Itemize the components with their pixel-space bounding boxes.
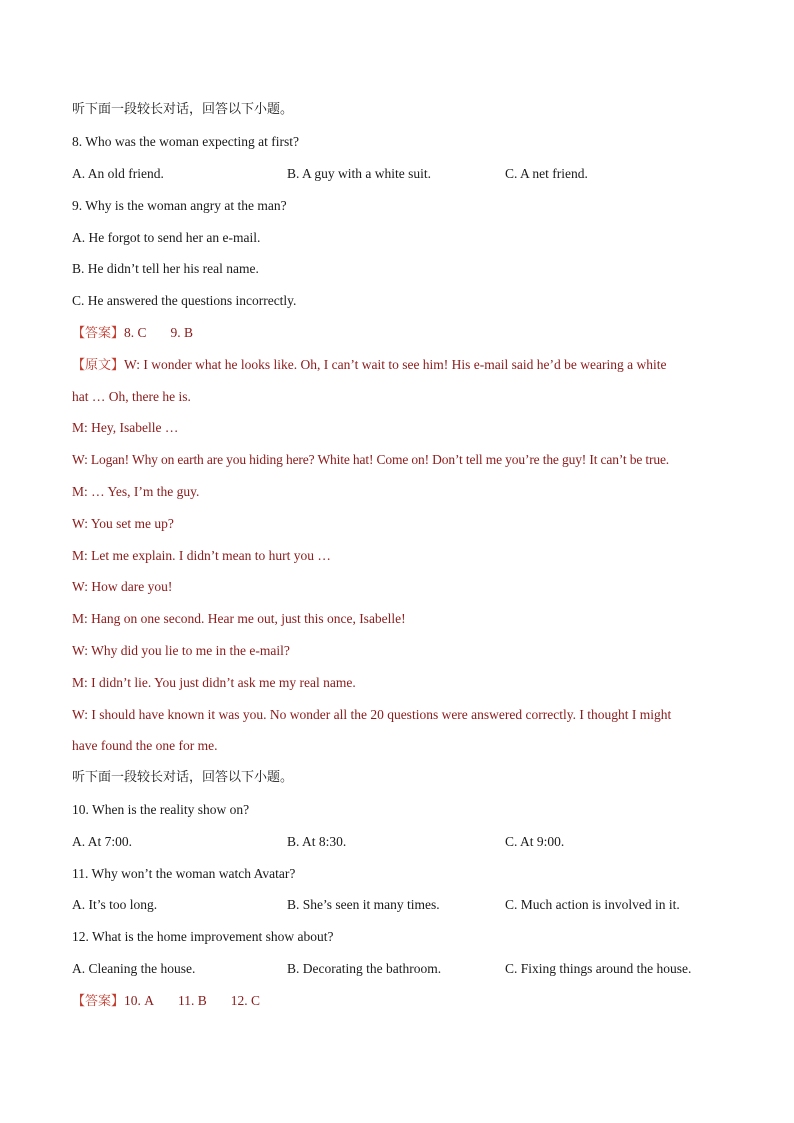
transcript-label: 【原文】	[72, 358, 125, 373]
option-c: C. Much action is involved in it.	[505, 897, 680, 912]
answer-line	[72, 323, 193, 344]
transcript-line: M: … Yes, I’m the guy.	[72, 484, 200, 499]
answer-line	[72, 991, 260, 1012]
option-a: A. It’s too long.	[72, 897, 158, 912]
transcript-line: hat … Oh, there he is.	[72, 389, 191, 404]
option-b: B. Decorating the bathroom.	[287, 961, 442, 976]
question-11-options	[72, 895, 722, 915]
question-12: 12. What is the home improvement show about?	[72, 929, 334, 944]
question-11: 11. Why won’t the woman watch Avatar?	[72, 866, 296, 881]
option-c: C. At 9:00.	[505, 834, 565, 849]
question-8: 8. Who was the woman expecting at first?	[72, 134, 299, 149]
question-8-options	[72, 164, 722, 184]
option-a: A. He forgot to send her an e-mail.	[72, 230, 261, 245]
transcript-line: W: I should have known it was you. No wonder all the 20 questions were answered correctly. I thought I might	[72, 707, 672, 722]
transcript-line: M: I didn’t lie. You just didn’t ask me my real name.	[72, 675, 356, 690]
transcript-text: W: I wonder what he looks like. Oh, I can’t wait to see him! His e-mail said he’d be wearing a white	[124, 357, 667, 372]
transcript-line: W: You set me up?	[72, 516, 174, 531]
transcript-line: W: Why did you lie to me in the e-mail?	[72, 643, 290, 658]
transcript-line	[72, 355, 666, 376]
transcript-line: W: Logan! Why on earth are you hiding here? White hat! Come on! Don’t tell me you’re the guy! It can’t be true.	[72, 452, 670, 467]
answer-label: 【答案】	[72, 326, 125, 341]
question-10-options	[72, 832, 722, 852]
answer-value: 10. A	[124, 993, 155, 1008]
answer-value: 12. C	[230, 993, 261, 1008]
option-a: A. Cleaning the house.	[72, 961, 196, 976]
option-b: B. At 8:30.	[287, 834, 347, 849]
question-10: 10. When is the reality show on?	[72, 802, 250, 817]
transcript-line: M: Hang on one second. Hear me out, just this once, Isabelle!	[72, 611, 406, 626]
section-heading: 听下面一段较长对话，回答以下小题。	[72, 102, 294, 117]
answer-value: 9. B	[170, 325, 194, 340]
transcript-line: have found the one for me.	[72, 738, 218, 753]
option-a: A. At 7:00.	[72, 834, 133, 849]
option-b: B. He didn’t tell her his real name.	[72, 261, 259, 276]
transcript-line: M: Hey, Isabelle …	[72, 420, 179, 435]
question-9: 9. Why is the woman angry at the man?	[72, 198, 287, 213]
option-b: B. She’s seen it many times.	[287, 897, 440, 912]
option-b: B. A guy with a white suit.	[287, 166, 432, 181]
option-c: C. Fixing things around the house.	[505, 961, 692, 976]
option-c: C. He answered the questions incorrectly.	[72, 293, 297, 308]
transcript-line: W: How dare you!	[72, 579, 173, 594]
answer-value: 8. C	[124, 325, 147, 340]
answer-label: 【答案】	[72, 994, 125, 1009]
transcript-line: M: Let me explain. I didn’t mean to hurt you …	[72, 548, 331, 563]
question-12-options	[72, 959, 722, 979]
option-c: C. A net friend.	[505, 166, 588, 181]
section-heading: 听下面一段较长对话，回答以下小题。	[72, 770, 294, 785]
option-a: A. An old friend.	[72, 166, 164, 181]
answer-value: 11. B	[178, 993, 207, 1008]
